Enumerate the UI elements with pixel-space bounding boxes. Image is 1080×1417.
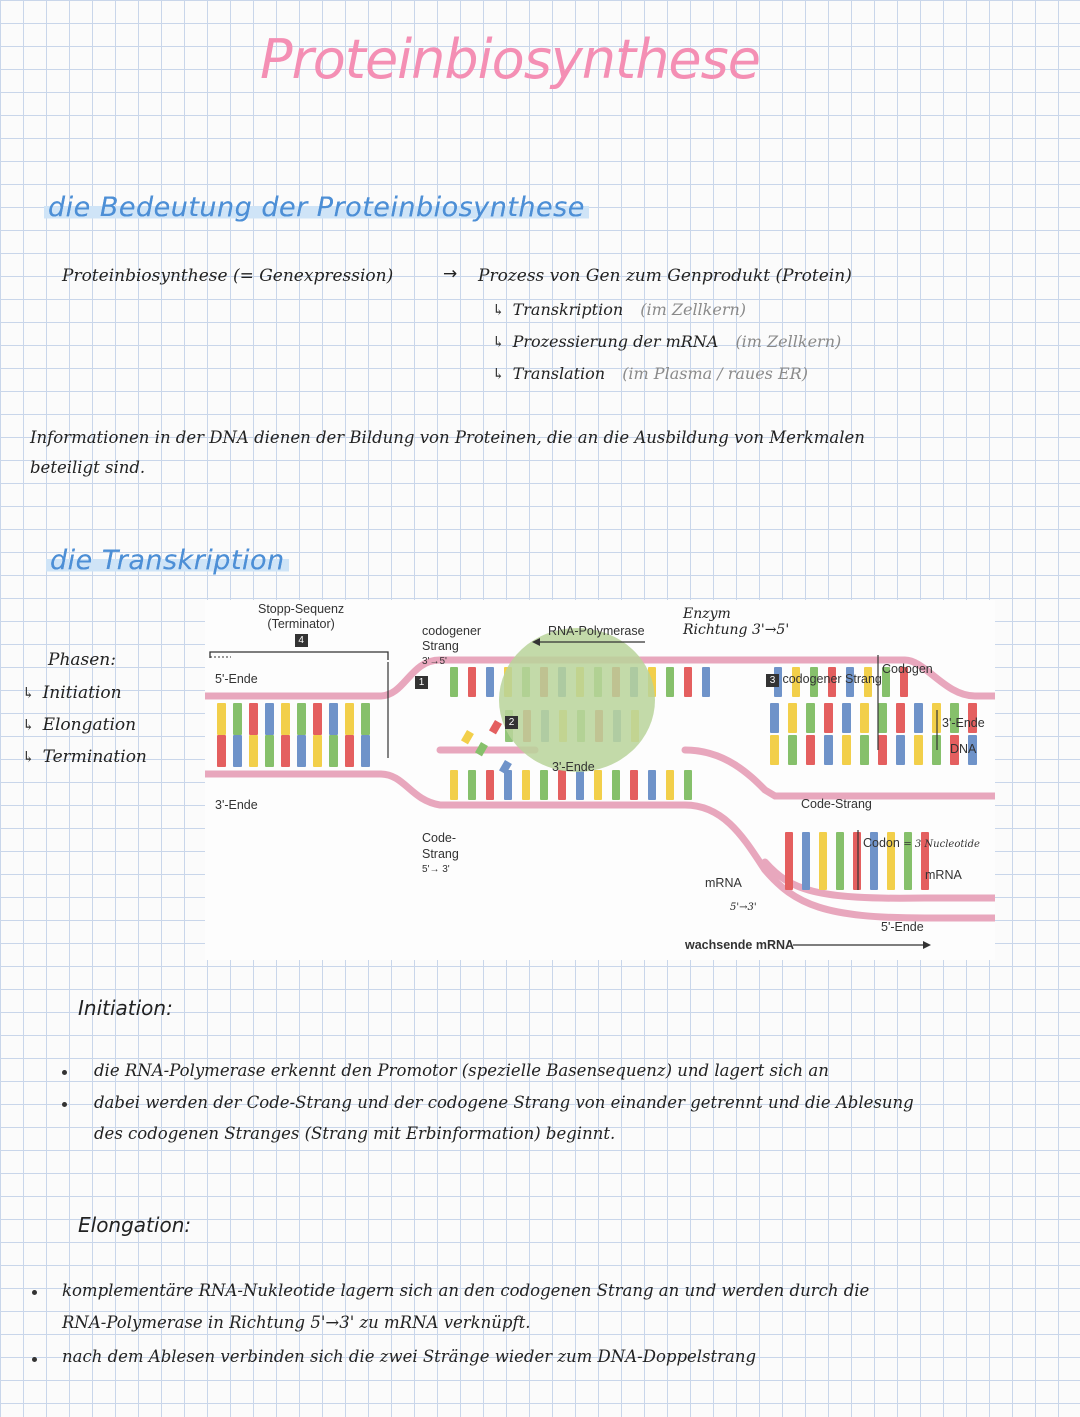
- nucleotide-base: [468, 770, 476, 800]
- nucleotide-base: [666, 667, 674, 697]
- mrna-right-label: mRNA: [925, 868, 962, 882]
- free-nucleotide: [461, 730, 474, 744]
- nucleotide-base: [788, 703, 797, 733]
- codogen-strand-right-label: 3 codogener Strang: [766, 672, 882, 687]
- nucleotide-base: [450, 667, 458, 697]
- nucleotide-base: [878, 735, 887, 765]
- nucleotide-base: [878, 703, 887, 733]
- nucleotide-base: [468, 667, 476, 697]
- nucleotide-base: [329, 735, 338, 767]
- nucleotide-base: [914, 703, 923, 733]
- elongation-title: Elongation:: [78, 1213, 192, 1237]
- sub-arrow-icon: ↳: [22, 748, 35, 766]
- nucleotide-base: [785, 832, 793, 890]
- nucleotide-base: [842, 735, 851, 765]
- nucleotide-base: [914, 735, 923, 765]
- nucleotide-base: [297, 735, 306, 767]
- nucleotide-base: [233, 735, 242, 767]
- growing-mrna-label: wachsende mRNA: [685, 938, 795, 952]
- bullet-dot: [32, 1357, 37, 1362]
- codogen-strand-top-label: codogener Strang 3'→5': [422, 624, 482, 667]
- nucleotide-base: [824, 735, 833, 765]
- five-end-left: 5'-Ende: [215, 672, 258, 686]
- nucleotide-base: [612, 770, 620, 800]
- nucleotide-base: [770, 735, 779, 765]
- stop-sequence-bracket: [210, 652, 388, 660]
- step-prozessierung: ↳ Prozessierung der mRNA (im Zellkern): [492, 332, 842, 351]
- nucleotide-base: [233, 703, 242, 735]
- nucleotide-base: [684, 667, 692, 697]
- three-end-inner: 3'-Ende: [552, 760, 595, 774]
- definition-left: Proteinbiosynthese (= Genexpression): [62, 266, 394, 286]
- nucleotide-base: [281, 735, 290, 767]
- transcription-diagram-svg: [205, 600, 995, 960]
- nucleotide-base: [450, 770, 458, 800]
- elongation-bullet-1-line-1: komplementäre RNA-Nukleotide lagern sich an den codogenen Strang an und werden durch die: [62, 1281, 870, 1300]
- enzyme-note: Enzym Richtung 3'→5': [683, 606, 790, 638]
- free-nucleotide: [475, 742, 488, 756]
- step-transkription: ↳ Transkription (im Zellkern): [492, 300, 747, 319]
- section-heading-transkription: die Transkription: [46, 545, 289, 576]
- nucleotide-base: [558, 770, 566, 800]
- sub-arrow-icon: ↳: [492, 365, 505, 383]
- nucleotide-base: [486, 667, 494, 697]
- nucleotide-base: [265, 703, 274, 735]
- section-heading-bedeutung: die Bedeutung der Proteinbiosynthese: [44, 192, 589, 223]
- nucleotide-base: [522, 770, 530, 800]
- nucleotide-base: [486, 770, 494, 800]
- phase-termination: ↳ Termination: [22, 747, 147, 767]
- three-end-right: 3'-Ende: [942, 716, 985, 730]
- rna-polymerase-label: RNA-Polymerase: [548, 624, 645, 638]
- codogen-box-label: Codogen: [882, 662, 933, 676]
- nucleotide-base: [281, 703, 290, 735]
- nucleotide-base: [345, 703, 354, 735]
- nucleotide-base: [361, 703, 370, 735]
- marker-1: 1: [415, 676, 428, 689]
- bullet-dot: [32, 1290, 37, 1295]
- page-title: Proteinbiosynthese: [259, 28, 761, 91]
- nucleotide-base: [860, 703, 869, 733]
- code-strand-right-label: Code-Strang: [801, 797, 872, 811]
- nucleotide-base: [504, 770, 512, 800]
- nucleotide-base: [853, 832, 861, 890]
- code-strand-low-label: Code- Strang 5'→ 3': [422, 831, 459, 875]
- nucleotide-base: [770, 703, 779, 733]
- initiation-title: Initiation:: [78, 996, 173, 1020]
- nucleotide-base: [540, 770, 548, 800]
- nucleotide-base: [361, 735, 370, 767]
- five-end-right: 5'-Ende: [881, 920, 924, 934]
- transcription-diagram: [205, 600, 995, 960]
- nucleotide-base: [576, 770, 584, 800]
- info-line-1: Informationen in der DNA dienen der Bildung von Proteinen, die an die Ausbildung von Merkmalen: [30, 428, 865, 447]
- nucleotide-base: [684, 770, 692, 800]
- info-line-2: beteiligt sind.: [30, 458, 146, 477]
- nucleotide-base: [630, 770, 638, 800]
- nucleotide-base: [702, 667, 710, 697]
- sub-arrow-icon: ↳: [492, 301, 505, 319]
- arrow-head-icon: [923, 941, 931, 949]
- nucleotide-base: [860, 735, 869, 765]
- nucleotide-base: [249, 735, 258, 767]
- nucleotide-base: [594, 770, 602, 800]
- nucleotide-base: [313, 735, 322, 767]
- nucleotide-base: [836, 832, 844, 890]
- mrna-direction: 5'→3': [730, 902, 757, 913]
- initiation-bullet-1: die RNA-Polymerase erkennt den Promotor (spezielle Basensequenz) und lagert sich an: [94, 1061, 829, 1080]
- nucleotide-base: [842, 703, 851, 733]
- nucleotide-base: [806, 735, 815, 765]
- phase-initiation: ↳ Initiation: [22, 683, 122, 703]
- nucleotide-base: [265, 735, 274, 767]
- codon-label: Codon = 3 Nucleotide: [863, 836, 980, 850]
- sub-arrow-icon: ↳: [22, 684, 35, 702]
- sub-arrow-icon: ↳: [492, 333, 505, 351]
- mrna-mid-label: mRNA: [705, 876, 742, 890]
- nucleotide-base: [648, 770, 656, 800]
- bullet-dot: [62, 1070, 67, 1075]
- initiation-bullet-2-line-1: dabei werden der Code-Strang und der codogene Strang von einander getrennt und die Ablesung: [94, 1093, 914, 1112]
- three-end-left: 3'-Ende: [215, 798, 258, 812]
- initiation-bullet-2-line-2: des codogenen Stranges (Strang mit Erbinformation) beginnt.: [94, 1124, 616, 1143]
- dna-backbone: [685, 750, 995, 796]
- rna-polymerase-shape: [499, 628, 655, 772]
- nucleotide-base: [802, 832, 810, 890]
- nucleotide-base: [297, 703, 306, 735]
- nucleotide-base: [345, 735, 354, 767]
- nucleotide-base: [666, 770, 674, 800]
- stop-sequence-label: Stopp-Sequenz (Terminator) 4: [258, 602, 345, 646]
- nucleotide-base: [313, 703, 322, 735]
- phases-title: Phasen:: [48, 650, 116, 670]
- nucleotide-base: [819, 832, 827, 890]
- elongation-bullet-2: nach dem Ablesen verbinden sich die zwei Stränge wieder zum DNA-Doppelstrang: [62, 1347, 757, 1366]
- nucleotide-base: [824, 703, 833, 733]
- sub-arrow-icon: ↳: [22, 716, 35, 734]
- nucleotide-base: [896, 703, 905, 733]
- nucleotide-base: [249, 703, 258, 735]
- nucleotide-base: [217, 735, 226, 767]
- bullet-dot: [62, 1102, 67, 1107]
- free-nucleotide: [489, 720, 502, 734]
- arrow-right-icon: →: [443, 264, 458, 284]
- marker-2: 2: [505, 716, 518, 729]
- nucleotide-base: [896, 735, 905, 765]
- nucleotide-base: [806, 703, 815, 733]
- elongation-bullet-1-line-2: RNA-Polymerase in Richtung 5'→3' zu mRNA verknüpft.: [62, 1313, 531, 1332]
- phase-elongation: ↳ Elongation: [22, 715, 137, 735]
- nucleotide-base: [217, 703, 226, 735]
- definition-right: Prozess von Gen zum Genprodukt (Protein): [478, 266, 852, 286]
- dna-label: DNA: [950, 742, 977, 756]
- step-translation: ↳ Translation (im Plasma / raues ER): [492, 364, 808, 383]
- nucleotide-base: [788, 735, 797, 765]
- nucleotide-base: [329, 703, 338, 735]
